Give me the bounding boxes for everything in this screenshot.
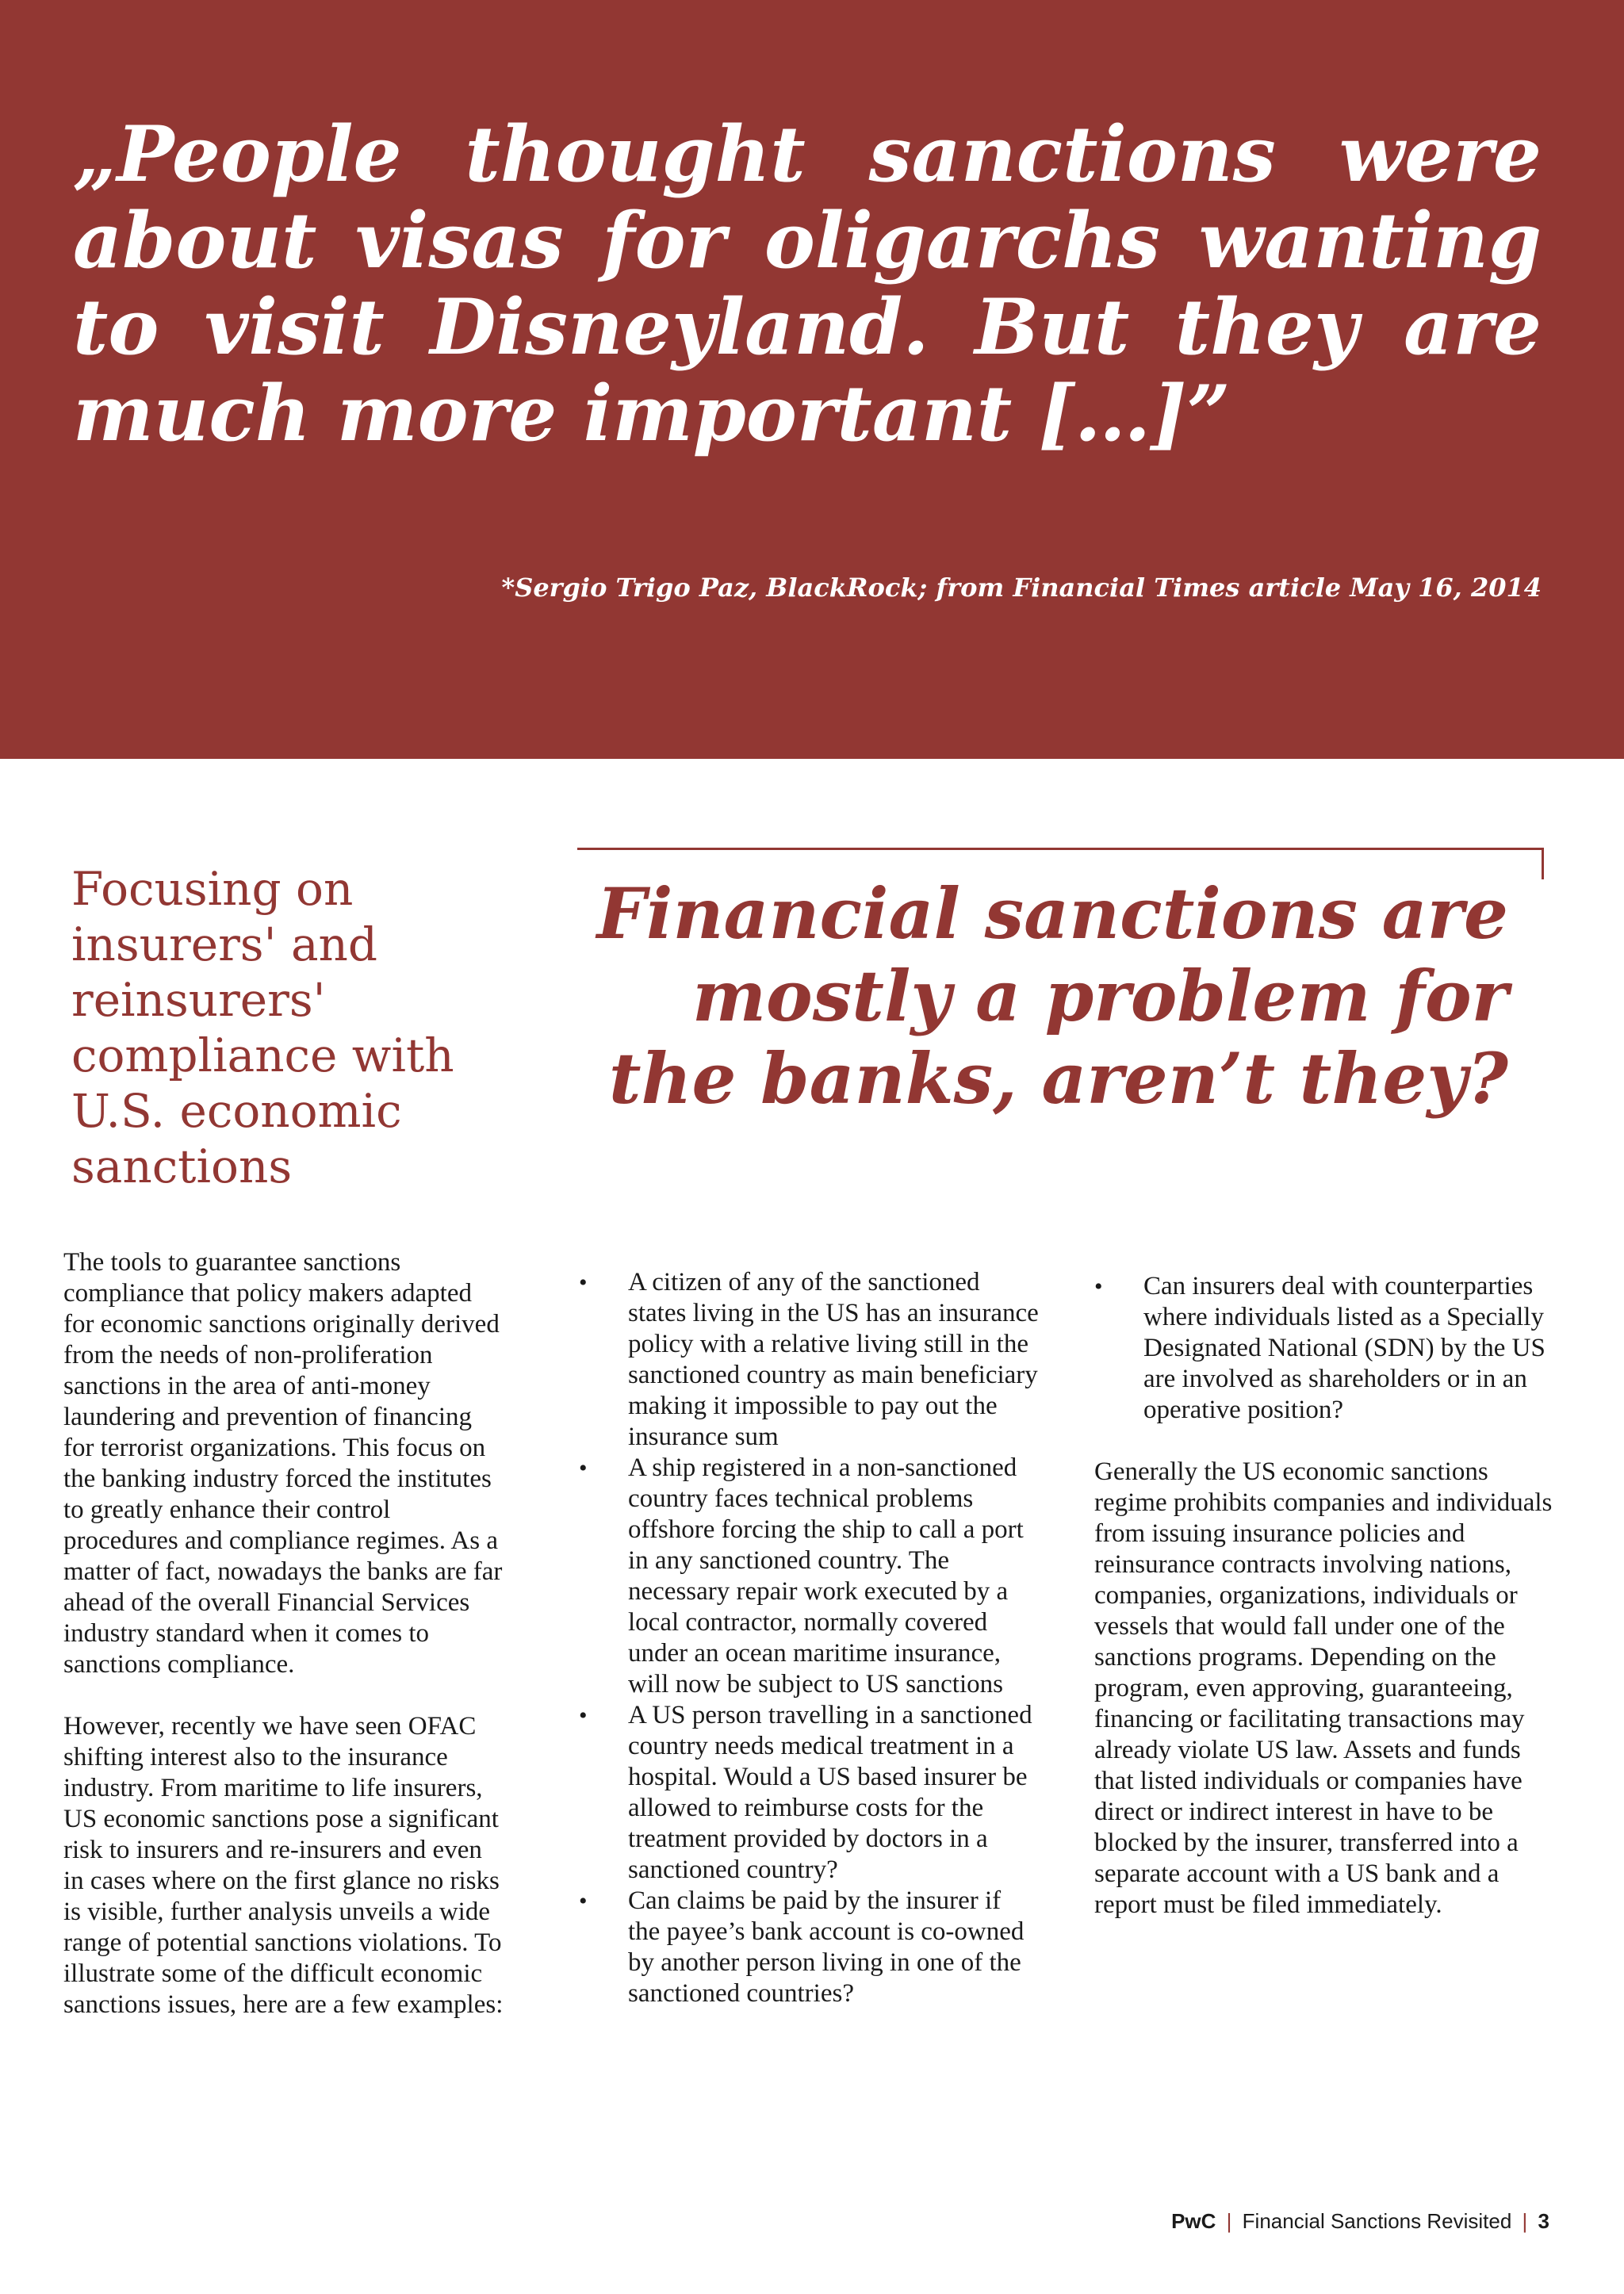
headline: Financial sanctions are mostly a problem for the banks, aren’t they? [596, 872, 1508, 1120]
quote-banner [0, 0, 1624, 759]
list-item: • A citizen of any of the sanctioned states living in the US has an insurance policy with a relative living still in the sanctioned country as main beneficiary making it impossible to pay out the insurance sum [579, 1267, 1039, 1453]
pull-quote: „People thought sanctions were about visas for oligarchs wanting to visit Disneyland. But they are much more important […]” [73, 109, 1542, 458]
list-item: • A ship registered in a non-sanctioned country faces technical problems offshore forcing the ship to call a port in any sanctioned country. The necessary repair work executed by a local contractor, normally covered under an ocean maritime insurance, will now be subject to US sanctions [579, 1453, 1039, 1700]
text-column-3 [1094, 1271, 1554, 1921]
headline-divider-tick [1542, 848, 1544, 879]
example-list [1094, 1271, 1554, 1426]
page-number: 3 [1538, 2209, 1549, 2233]
footer-brand: PwC [1171, 2209, 1216, 2233]
list-item: • Can claims be paid by the insurer if the payee’s bank account is co-owned by another person living in one of the sanctioned countries? [579, 1886, 1039, 2009]
list-item: • Can insurers deal with counterparties where individuals listed as a Specially Designated National (SDN) by the US are involved as shareholders or in an operative position? [1094, 1271, 1554, 1426]
section-title: Focusing on insurers' and reinsurers' compliance with U.S. economic sanctions [71, 862, 454, 1193]
headline-divider [577, 848, 1544, 850]
footer-title: Financial Sanctions Revisited [1242, 2209, 1512, 2233]
list-item: • A US person travelling in a sanctioned country needs medical treatment in a hospital. Would a US based insurer be allowed to reimburse costs for the treatment provided by doctors in a sanctioned country? [579, 1700, 1039, 1886]
page-footer [1171, 2209, 1549, 2234]
paragraph: However, recently we have seen OFAC shifting interest also to the insurance industry. From maritime to life insurers, US economic sanctions pose a significant risk to insurers and re-insurers and even in cases where on the first glance no risks is visible, further analysis unveils a wide range of potential sanctions violations. To illustrate some of the difficult economic sanctions issues, here are a few examples: [63, 1712, 504, 2019]
footer-separator: | [1522, 2209, 1528, 2233]
example-list [579, 1267, 1039, 2009]
text-column-1 [63, 1247, 508, 2020]
paragraph: Generally the US economic sanctions regime prohibits companies and individuals from issuing insurance policies and reinsurance contracts involving nations, companies, organizations, individuals or vessels that would fall under one of the sanctions programs. Depending on the program, even approving, guaranteeing, financing or facilitating transactions may already violate US law. Assets and funds that listed individuals or companies have direct or indirect interest in have to be blocked by the insurer, transferred into a separate account with a US bank and a report must be filed immediately. [1094, 1457, 1553, 1919]
text-column-2 [579, 1267, 1039, 2009]
footer-separator: | [1226, 2209, 1232, 2233]
quote-attribution: *Sergio Trigo Paz, BlackRock; from Financial Times article May 16, 2014 [501, 573, 1542, 603]
paragraph: The tools to guarantee sanctions compliance that policy makers adapted for economic sanctions originally derived from the needs of non-proliferation sanctions in the area of anti-money laundering and prevention of financing for terrorist organizations. This focus on the banking industry forced the institutes to greatly enhance their control procedures and compliance regimes. As a matter of fact, nowadays the banks are far ahead of the overall Financial Services industry standard when it comes to sanctions compliance. [63, 1248, 503, 1679]
